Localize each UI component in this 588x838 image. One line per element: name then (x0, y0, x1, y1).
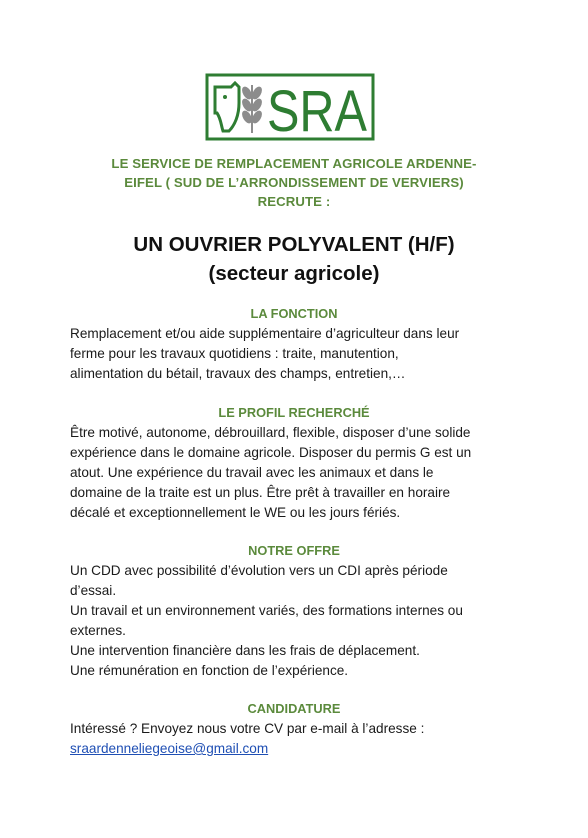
body-line: Une rémunération en fonction de l’expérience. (70, 663, 349, 678)
body-line: externes. (70, 623, 126, 638)
org-heading-line: EIFEL ( SUD DE L’ARRONDISSEMENT DE VERVIERS) (124, 175, 464, 190)
job-title (40, 230, 548, 288)
body-line: Un travail et un environnement variés, des formations internes ou (70, 603, 463, 618)
email-link[interactable]: sraardenneliegeoise@gmail.com (70, 741, 269, 756)
section-body-fonction (70, 324, 550, 384)
logo-text: SRA (267, 79, 368, 141)
job-title-line: UN OUVRIER POLYVALENT (H/F) (133, 233, 455, 256)
job-title-line: (secteur agricole) (208, 262, 380, 285)
wheat-icon (240, 85, 264, 133)
section-body-candidature (70, 719, 550, 759)
body-line: expérience dans le domaine agricole. Disposer du permis G est un (70, 445, 472, 460)
body-line: Être motivé, autonome, débrouillard, flexible, disposer d’une solide (70, 425, 471, 440)
org-heading-line: RECRUTE : (257, 194, 331, 209)
body-line: d’essai. (70, 583, 117, 598)
body-line: alimentation du bétail, travaux des champs, entretien,… (70, 366, 406, 381)
body-line: domaine de la traite est un plus. Être prêt à travailler en horaire (70, 485, 451, 500)
body-line: Intéressé ? Envoyez nous votre CV par e-mail à l’adresse : (70, 721, 425, 736)
cow-head-icon (215, 83, 239, 131)
section-title-offre: NOTRE OFFRE (248, 543, 340, 558)
section-title-profil: LE PROFIL RECHERCHÉ (218, 405, 370, 420)
org-heading (60, 154, 528, 211)
body-line: Remplacement et/ou aide supplémentaire d’agriculteur dans leur (70, 326, 460, 341)
body-line: Une intervention financière dans les frais de déplacement. (70, 643, 420, 658)
org-heading-line: LE SERVICE DE REMPLACEMENT AGRICOLE ARDENNE- (111, 156, 477, 171)
sra-logo (205, 73, 375, 141)
body-line: atout. Une expérience du travail avec les animaux et dans le (70, 465, 434, 480)
section-title-candidature: CANDIDATURE (247, 701, 341, 716)
body-line: Un CDD avec possibilité d’évolution vers un CDI après période (70, 563, 448, 578)
section-body-profil (70, 423, 550, 523)
body-line: ferme pour les travaux quotidiens : traite, manutention, (70, 346, 399, 361)
section-body-offre (70, 561, 550, 681)
section-title-fonction: LA FONCTION (250, 306, 338, 321)
body-line: décalé et exceptionnellement le WE ou les jours fériés. (70, 505, 401, 520)
